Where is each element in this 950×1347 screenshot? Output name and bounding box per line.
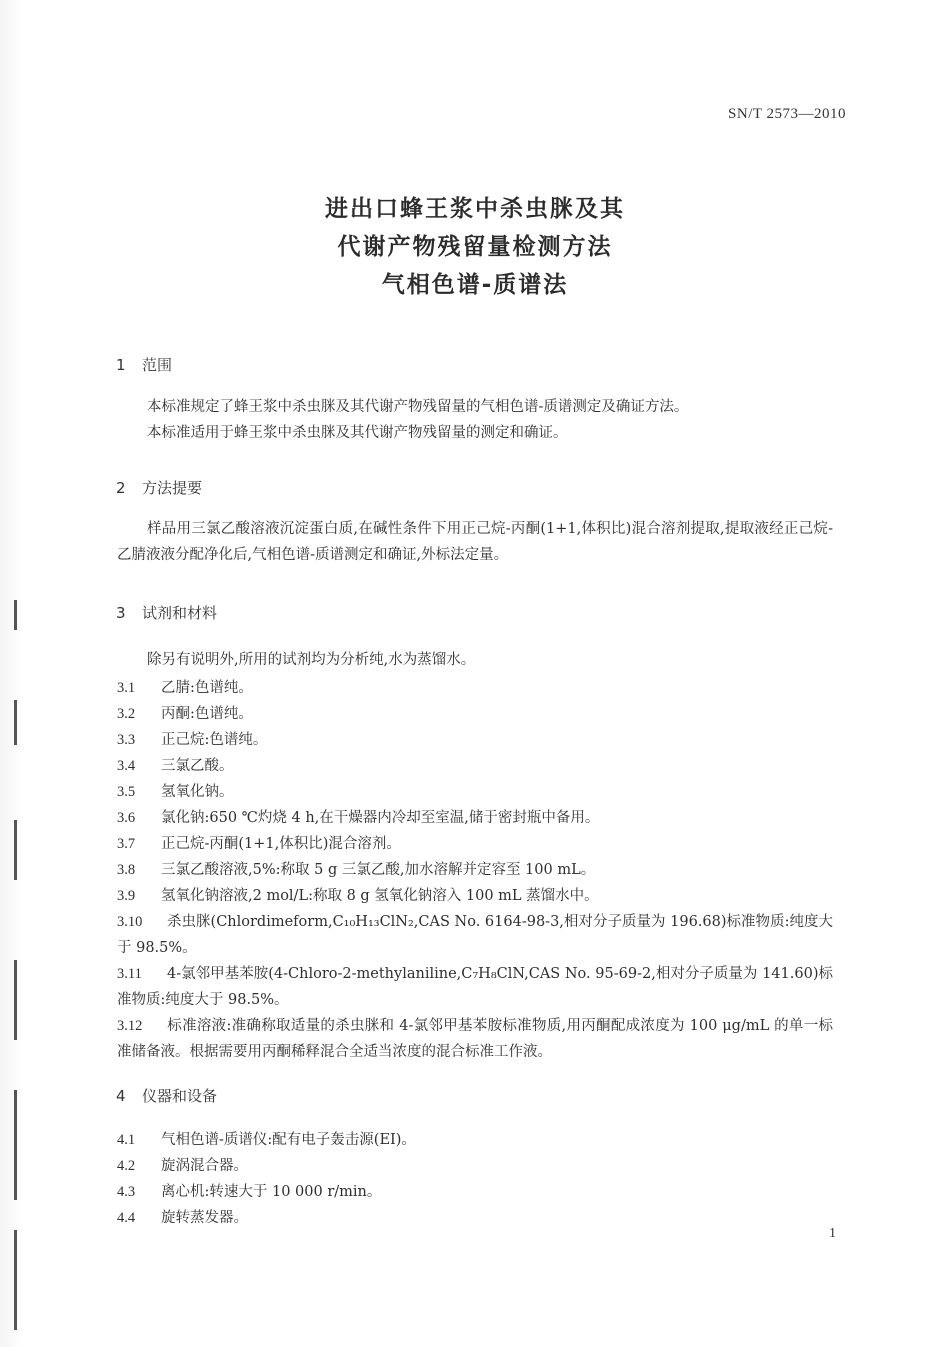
item-number: 3.6 (117, 810, 136, 826)
section-1-paragraph-1: 本标准规定了蜂王浆中杀虫脒及其代谢产物残留量的气相色谱-质谱测定及确证方法。 (147, 399, 689, 415)
title-line-1: 进出口蜂王浆中杀虫脒及其 (325, 196, 625, 222)
item-text: 正己烷-丙酮(1+1,体积比)混合溶剂。 (161, 836, 401, 852)
list-item (117, 779, 833, 805)
list-item (117, 727, 833, 753)
item-text: 旋涡混合器。 (161, 1158, 248, 1174)
item-number: 4.4 (117, 1210, 136, 1226)
section-4-heading (116, 1085, 217, 1106)
standard-code: SN/T 2573—2010 (728, 106, 846, 122)
list-item (117, 805, 833, 831)
item-number: 3.7 (117, 836, 136, 852)
section-number: 2 (116, 479, 126, 497)
section-title: 仪器和设备 (142, 1087, 218, 1105)
section-title: 试剂和材料 (142, 604, 218, 622)
section-number: 4 (116, 1087, 126, 1105)
scan-mark (14, 1090, 17, 1200)
scan-mark (14, 960, 17, 1040)
list-item (117, 857, 833, 883)
section-1-paragraph-2: 本标准适用于蜂王浆中杀虫脒及其代谢产物残留量的测定和确证。 (147, 425, 568, 441)
item-text: 离心机:转速大于 10 000 r/min。 (161, 1184, 382, 1200)
section-3-intro: 除另有说明外,所用的试剂均为分析纯,水为蒸馏水。 (147, 652, 476, 668)
item-text: 正己烷:色谱纯。 (161, 732, 268, 748)
section-1-heading (116, 354, 172, 375)
scan-mark (14, 820, 17, 880)
item-number: 3.2 (117, 706, 136, 722)
item-number: 3.3 (117, 732, 136, 748)
list-item (117, 1013, 833, 1065)
list-item (117, 831, 833, 857)
list-item (117, 1205, 833, 1231)
item-text: 三氯乙酸。 (161, 758, 234, 774)
item-text: 乙腈:色谱纯。 (161, 680, 253, 696)
item-text: 氢氧化钠溶液,2 mol/L:称取 8 g 氢氧化钠溶入 100 mL 蒸馏水中。 (161, 888, 599, 904)
scan-mark (14, 1230, 17, 1330)
section-2-heading (116, 477, 202, 498)
section-title: 方法提要 (142, 479, 203, 497)
item-number: 4.1 (117, 1132, 136, 1148)
document-title (0, 190, 950, 304)
item-number: 3.5 (117, 784, 136, 800)
item-text: 氯化钠:650 ℃灼烧 4 h,在干燥器内冷却至室温,储于密封瓶中备用。 (161, 810, 600, 826)
title-line-3: 气相色谱-质谱法 (381, 272, 569, 298)
item-text: 三氯乙酸溶液,5%:称取 5 g 三氯乙酸,加水溶解并定容至 100 mL。 (161, 862, 596, 878)
page-number: 1 (829, 1226, 836, 1241)
item-number: 3.10 (117, 914, 143, 930)
list-item (117, 883, 833, 909)
item-number: 4.3 (117, 1184, 136, 1200)
scan-mark (14, 600, 17, 630)
item-text: 气相色谱-质谱仪:配有电子轰击源(EI)。 (161, 1132, 416, 1148)
list-item (117, 961, 833, 1013)
section-number: 1 (116, 356, 126, 374)
section-3-heading (116, 602, 217, 623)
section-title: 范围 (142, 356, 173, 374)
list-item (117, 701, 833, 727)
item-text: 氢氧化钠。 (161, 784, 234, 800)
item-number: 3.9 (117, 888, 136, 904)
item-number: 3.8 (117, 862, 136, 878)
scan-mark (14, 700, 17, 745)
list-item (117, 675, 833, 701)
item-text: 标准溶液:准确称取适量的杀虫脒和 4-氯邻甲基苯胺标准物质,用丙酮配成浓度为 100 μg/mL 的单一标准储备液。根据需要用丙酮稀释混合全适当浓度的混合标准工作液。 (117, 1018, 833, 1060)
list-item (117, 909, 833, 961)
item-text: 丙酮:色谱纯。 (161, 706, 253, 722)
item-text: 杀虫脒(Chlordimeform,C₁₀H₁₃ClN₂,CAS No. 6164-98-3,相对分子质量为 196.68)标准物质:纯度大于 98.5%。 (117, 914, 833, 956)
item-number: 3.12 (117, 1018, 143, 1034)
item-number: 3.4 (117, 758, 136, 774)
list-item (117, 753, 833, 779)
item-text: 旋转蒸发器。 (161, 1210, 248, 1226)
item-number: 3.11 (117, 966, 142, 982)
item-number: 4.2 (117, 1158, 136, 1174)
list-item (117, 1153, 833, 1179)
list-item (117, 1127, 833, 1153)
item-number: 3.1 (117, 680, 136, 696)
title-line-2: 代谢产物残留量检测方法 (337, 234, 613, 260)
item-text: 4-氯邻甲基苯胺(4-Chloro-2-methylaniline,C₇H₈ClN,CAS No. 95-69-2,相对分子质量为 141.60)标准物质:纯度大于 98.5%。 (117, 966, 833, 1008)
section-2-paragraph-1: 样品用三氯乙酸溶液沉淀蛋白质,在碱性条件下用正己烷-丙酮(1+1,体积比)混合溶剂提取,提取液经正己烷-乙腈液液分配净化后,气相色谱-质谱测定和确证,外标法定量。 (117, 521, 833, 563)
list-item (117, 1179, 833, 1205)
section-number: 3 (116, 604, 126, 622)
